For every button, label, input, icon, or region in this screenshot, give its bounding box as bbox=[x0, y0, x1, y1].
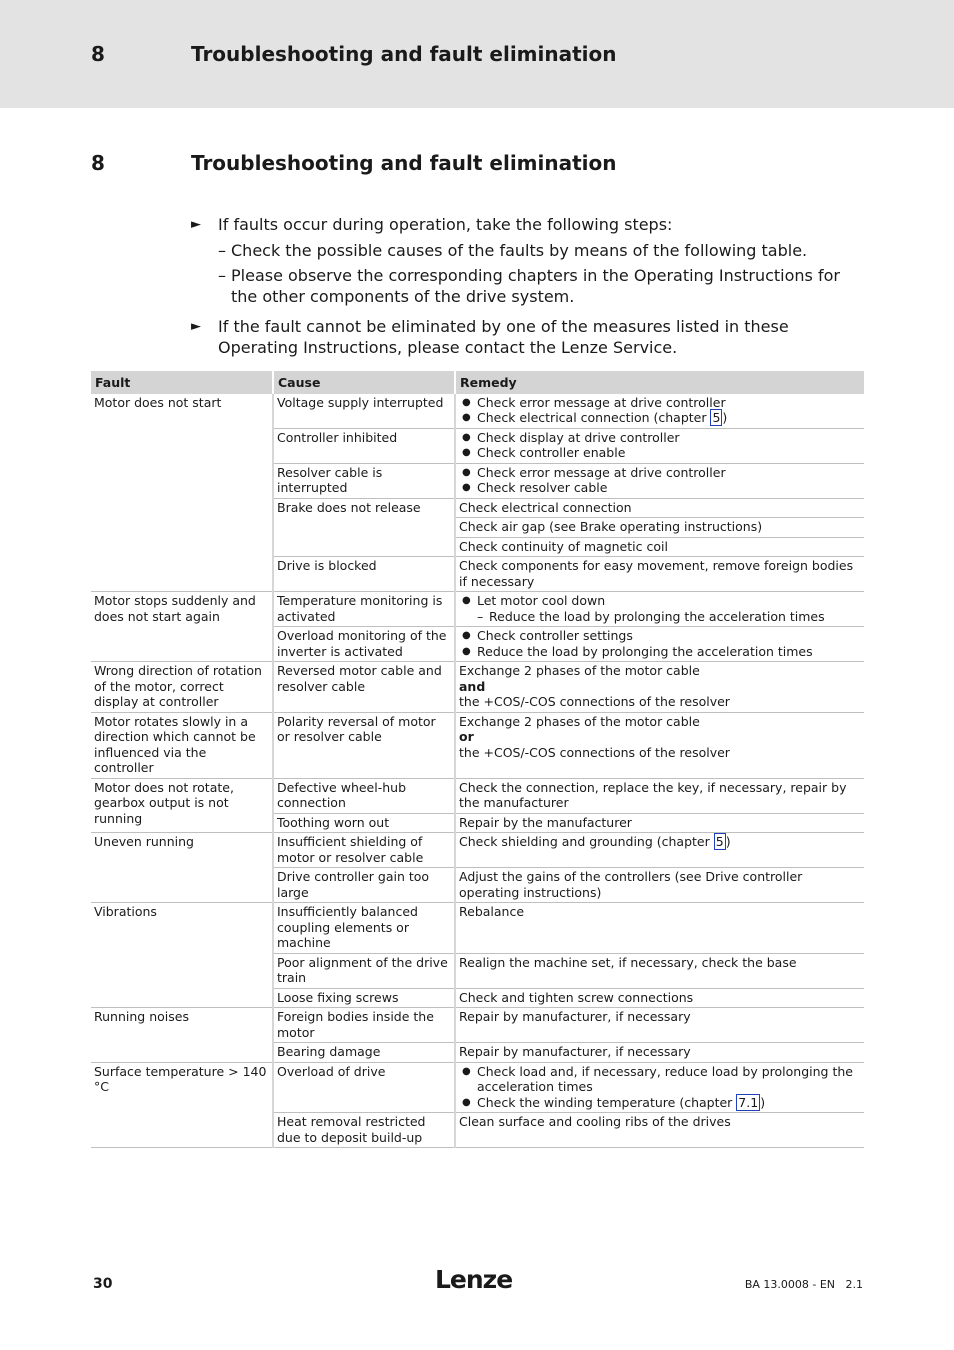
remedy-text: Check resolver cable bbox=[477, 480, 608, 495]
remedy-text: Check error message at drive controller bbox=[477, 464, 726, 480]
remedy-text: Check controller settings bbox=[477, 628, 633, 643]
cause-cell: Insufficiently balanced coupling elements or machine bbox=[273, 903, 455, 954]
cause-cell: Insufficient shielding of motor or resolver cable bbox=[273, 833, 455, 868]
chapter-link[interactable]: 7.1 bbox=[738, 1094, 759, 1110]
remedy-text: Clean surface and cooling ribs of the drives bbox=[459, 1114, 731, 1129]
bullet-icon: ● bbox=[462, 412, 471, 423]
remedy-line bbox=[459, 663, 861, 679]
cause-cell: Loose fixing screws bbox=[273, 988, 455, 1008]
table-row bbox=[91, 778, 864, 813]
fault-cell: Uneven running bbox=[91, 833, 273, 903]
chapter-link[interactable]: 5 bbox=[712, 410, 721, 425]
lenze-logo bbox=[435, 1262, 515, 1296]
column-header-fault: Fault bbox=[91, 371, 273, 394]
cause-cell: Drive is blocked bbox=[273, 557, 455, 592]
remedy-text: Realign the machine set, if necessary, check the base bbox=[459, 954, 797, 970]
lenze-logo-icon bbox=[435, 1262, 515, 1292]
bullet-icon: ● bbox=[462, 447, 471, 458]
remedy-line bbox=[459, 714, 861, 730]
cause-cell: Controller inhibited bbox=[273, 428, 455, 463]
remedy-text: Exchange 2 phases of the motor cable bbox=[459, 663, 700, 678]
svg-text:Lenze: Lenze bbox=[435, 1265, 513, 1292]
subitem-text: Please observe the corresponding chapters in the Operating Instructions for the other components of the drive system. bbox=[231, 266, 840, 306]
remedy-text: Check the connection, replace the key, if necessary, repair by the manufacturer bbox=[459, 779, 847, 810]
cause-cell: Polarity reversal of motor or resolver cable bbox=[273, 712, 455, 778]
remedy-cell bbox=[455, 813, 864, 833]
remedy-cell bbox=[455, 778, 864, 813]
remedy-cell bbox=[455, 833, 864, 868]
cause-cell: Poor alignment of the drive train bbox=[273, 953, 455, 988]
remedy-text: Check components for easy movement, remove foreign bodies if necessary bbox=[459, 558, 854, 589]
table-row bbox=[91, 1062, 864, 1113]
bullet-icon: ● bbox=[462, 466, 471, 478]
remedy-line bbox=[459, 834, 861, 850]
intro-instructions bbox=[191, 214, 871, 358]
subitem-text: Check the possible causes of the faults by means of the following table. bbox=[231, 241, 808, 260]
bullet-icon: ● bbox=[462, 1065, 471, 1077]
remedy-text: Check error message at drive controller bbox=[477, 394, 726, 410]
remedy-text: Repair by manufacturer, if necessary bbox=[459, 1044, 691, 1059]
table-row bbox=[91, 712, 864, 778]
remedy-line bbox=[459, 679, 861, 695]
cause-cell: Foreign bodies inside the motor bbox=[273, 1008, 455, 1043]
instruction-item bbox=[191, 214, 871, 235]
cause-cell: Overload of drive bbox=[273, 1062, 455, 1113]
remedy-line bbox=[459, 1114, 861, 1130]
remedy-text: Check controller enable bbox=[477, 445, 626, 460]
fault-cell: Surface temperature > 140 °C bbox=[91, 1062, 273, 1148]
cause-cell: Drive controller gain too large bbox=[273, 868, 455, 903]
instruction-item bbox=[191, 316, 871, 358]
remedy-text: Let motor cool down bbox=[477, 593, 606, 608]
cause-cell: Bearing damage bbox=[273, 1043, 455, 1063]
remedy-text: Repair by the manufacturer bbox=[459, 814, 632, 830]
remedy-subitem: – Reduce the load by prolonging the acceleration times bbox=[477, 608, 825, 624]
remedy-text: Check load and, if necessary, reduce load by prolonging the acceleration times bbox=[477, 1063, 853, 1094]
table-row bbox=[91, 1008, 864, 1043]
remedy-bullet-item bbox=[459, 395, 861, 411]
remedy-cell bbox=[455, 903, 864, 954]
remedy-text: Check and tighten screw connections bbox=[459, 989, 694, 1005]
remedy-bullet-item bbox=[459, 628, 861, 644]
fault-cell: Motor does not start bbox=[91, 394, 273, 592]
remedy-cell bbox=[455, 868, 864, 903]
remedy-cell bbox=[455, 1043, 864, 1063]
remedy-bullet-item bbox=[459, 593, 861, 609]
cause-cell: Voltage supply interrupted bbox=[273, 394, 455, 429]
remedy-text-suffix: ) bbox=[722, 410, 728, 425]
table-row bbox=[91, 394, 864, 429]
fault-table bbox=[91, 371, 864, 1148]
remedy-cell bbox=[455, 953, 864, 988]
remedy-cell bbox=[455, 662, 864, 713]
bullet-icon: ● bbox=[462, 645, 471, 657]
remedy-text: the +COS/-COS connections of the resolver bbox=[459, 694, 730, 709]
chapter-link[interactable]: 5 bbox=[715, 834, 724, 849]
remedy-line bbox=[459, 955, 861, 971]
instruction-text: If the fault cannot be eliminated by one of the measures listed in these Operating Instructions, please contact the Lenze Service. bbox=[218, 317, 789, 357]
header-chapter-title: Troubleshooting and fault elimination bbox=[191, 42, 617, 66]
remedy-cell bbox=[455, 1062, 864, 1113]
triangle-bullet-icon: ► bbox=[191, 217, 201, 232]
remedy-text: the +COS/-COS connections of the resolver bbox=[459, 744, 730, 760]
remedy-bullet-item bbox=[459, 1095, 861, 1111]
remedy-text: Check the winding temperature (chapter bbox=[477, 1094, 737, 1110]
remedy-cell: Check air gap (see Brake operating instructions) bbox=[455, 518, 864, 538]
remedy-cell bbox=[455, 712, 864, 778]
remedy-bullet-item bbox=[459, 465, 861, 481]
section-number: 8 bbox=[91, 151, 105, 175]
column-header-remedy: Remedy bbox=[455, 371, 864, 394]
fault-cell: Motor rotates slowly in a direction which cannot be influenced via the controller bbox=[91, 712, 273, 778]
header-band bbox=[0, 0, 954, 108]
fault-cell: Vibrations bbox=[91, 903, 273, 1008]
cause-cell: Resolver cable is interrupted bbox=[273, 463, 455, 498]
remedy-bullet-item bbox=[459, 445, 861, 461]
remedy-line bbox=[459, 869, 861, 900]
document-id: BA 13.0008 - EN 2.1 bbox=[744, 1278, 863, 1291]
remedy-cell: Check continuity of magnetic coil bbox=[455, 537, 864, 557]
cause-cell: Defective wheel-hub connection bbox=[273, 778, 455, 813]
remedy-cell bbox=[455, 627, 864, 662]
remedy-text: Reduce the load by prolonging the acceleration times bbox=[477, 643, 813, 659]
cause-cell: Brake does not release bbox=[273, 498, 455, 557]
fault-table-body bbox=[91, 394, 864, 1148]
page-number: 30 bbox=[93, 1276, 113, 1292]
table-row bbox=[91, 592, 864, 627]
remedy-line bbox=[459, 780, 861, 811]
remedy-text: Check shielding and grounding (chapter bbox=[459, 834, 714, 849]
remedy-cell: Check electrical connection bbox=[455, 498, 864, 518]
instruction-text: If faults occur during operation, take the following steps: bbox=[218, 215, 673, 234]
remedy-cell bbox=[455, 428, 864, 463]
bullet-icon: ● bbox=[462, 396, 471, 408]
remedy-line bbox=[459, 1044, 861, 1060]
remedy-bullet-item bbox=[459, 430, 861, 446]
column-header-cause: Cause bbox=[273, 371, 455, 394]
remedy-text: Check display at drive controller bbox=[477, 429, 680, 445]
bullet-icon: ● bbox=[462, 630, 471, 641]
table-row bbox=[91, 903, 864, 954]
cause-cell: Reversed motor cable and resolver cable bbox=[273, 662, 455, 713]
remedy-text: or bbox=[459, 729, 474, 744]
remedy-line bbox=[459, 745, 861, 761]
cause-cell: Heat removal restricted due to deposit build-up bbox=[273, 1113, 455, 1148]
fault-cell: Motor does not rotate, gearbox output is not running bbox=[91, 778, 273, 833]
remedy-bullet-item bbox=[459, 644, 861, 660]
instruction-subitem: – Check the possible causes of the faults by means of the following table. bbox=[218, 241, 808, 260]
table-row bbox=[91, 833, 864, 868]
bullet-icon: ● bbox=[462, 482, 471, 493]
remedy-cell bbox=[455, 1008, 864, 1043]
cause-cell: Overload monitoring of the inverter is activated bbox=[273, 627, 455, 662]
table-row bbox=[91, 662, 864, 713]
fault-cell: Wrong direction of rotation of the motor, correct display at controller bbox=[91, 662, 273, 713]
remedy-bullet-item bbox=[459, 480, 861, 496]
remedy-cell bbox=[455, 988, 864, 1008]
instruction-subitem: – Please observe the corresponding chapters in the Operating Instructions for the other components of the drive system. bbox=[218, 266, 840, 306]
cause-cell: Toothing worn out bbox=[273, 813, 455, 833]
remedy-cell bbox=[455, 1113, 864, 1148]
table-header-row bbox=[91, 371, 864, 394]
remedy-text: Check electrical connection (chapter bbox=[477, 410, 711, 425]
remedy-line bbox=[459, 558, 861, 589]
remedy-line bbox=[459, 990, 861, 1006]
remedy-cell bbox=[455, 557, 864, 592]
remedy-line bbox=[459, 815, 861, 831]
remedy-line bbox=[459, 904, 861, 920]
remedy-bullet-item bbox=[459, 410, 861, 426]
remedy-cell bbox=[455, 394, 864, 429]
remedy-text-suffix: ) bbox=[760, 1094, 766, 1110]
bullet-icon: ● bbox=[462, 431, 471, 443]
fault-cell: Running noises bbox=[91, 1008, 273, 1063]
remedy-cell bbox=[455, 463, 864, 498]
remedy-line bbox=[459, 694, 861, 710]
remedy-text: Reduce the load by prolonging the acceleration times bbox=[489, 608, 825, 624]
remedy-text: and bbox=[459, 678, 486, 694]
remedy-text: Repair by manufacturer, if necessary bbox=[459, 1009, 691, 1024]
bullet-icon: ● bbox=[462, 595, 471, 606]
fault-cell: Motor stops suddenly and does not start again bbox=[91, 592, 273, 662]
remedy-bullet-item bbox=[459, 1064, 861, 1095]
header-chapter-number: 8 bbox=[91, 42, 105, 66]
remedy-text: Exchange 2 phases of the motor cable bbox=[459, 713, 700, 729]
remedy-text: Rebalance bbox=[459, 904, 525, 919]
cause-cell: Temperature monitoring is activated bbox=[273, 592, 455, 627]
remedy-line bbox=[459, 729, 861, 745]
bullet-icon: ● bbox=[462, 1096, 471, 1108]
instruction-sublist bbox=[191, 240, 871, 307]
remedy-line bbox=[459, 1009, 861, 1025]
triangle-bullet-icon: ► bbox=[191, 319, 201, 334]
remedy-text: Adjust the gains of the controllers (see Drive controller operating instructions) bbox=[459, 869, 803, 900]
section-title: Troubleshooting and fault elimination bbox=[191, 151, 617, 175]
remedy-cell bbox=[455, 592, 864, 627]
remedy-text-suffix: ) bbox=[725, 834, 731, 849]
